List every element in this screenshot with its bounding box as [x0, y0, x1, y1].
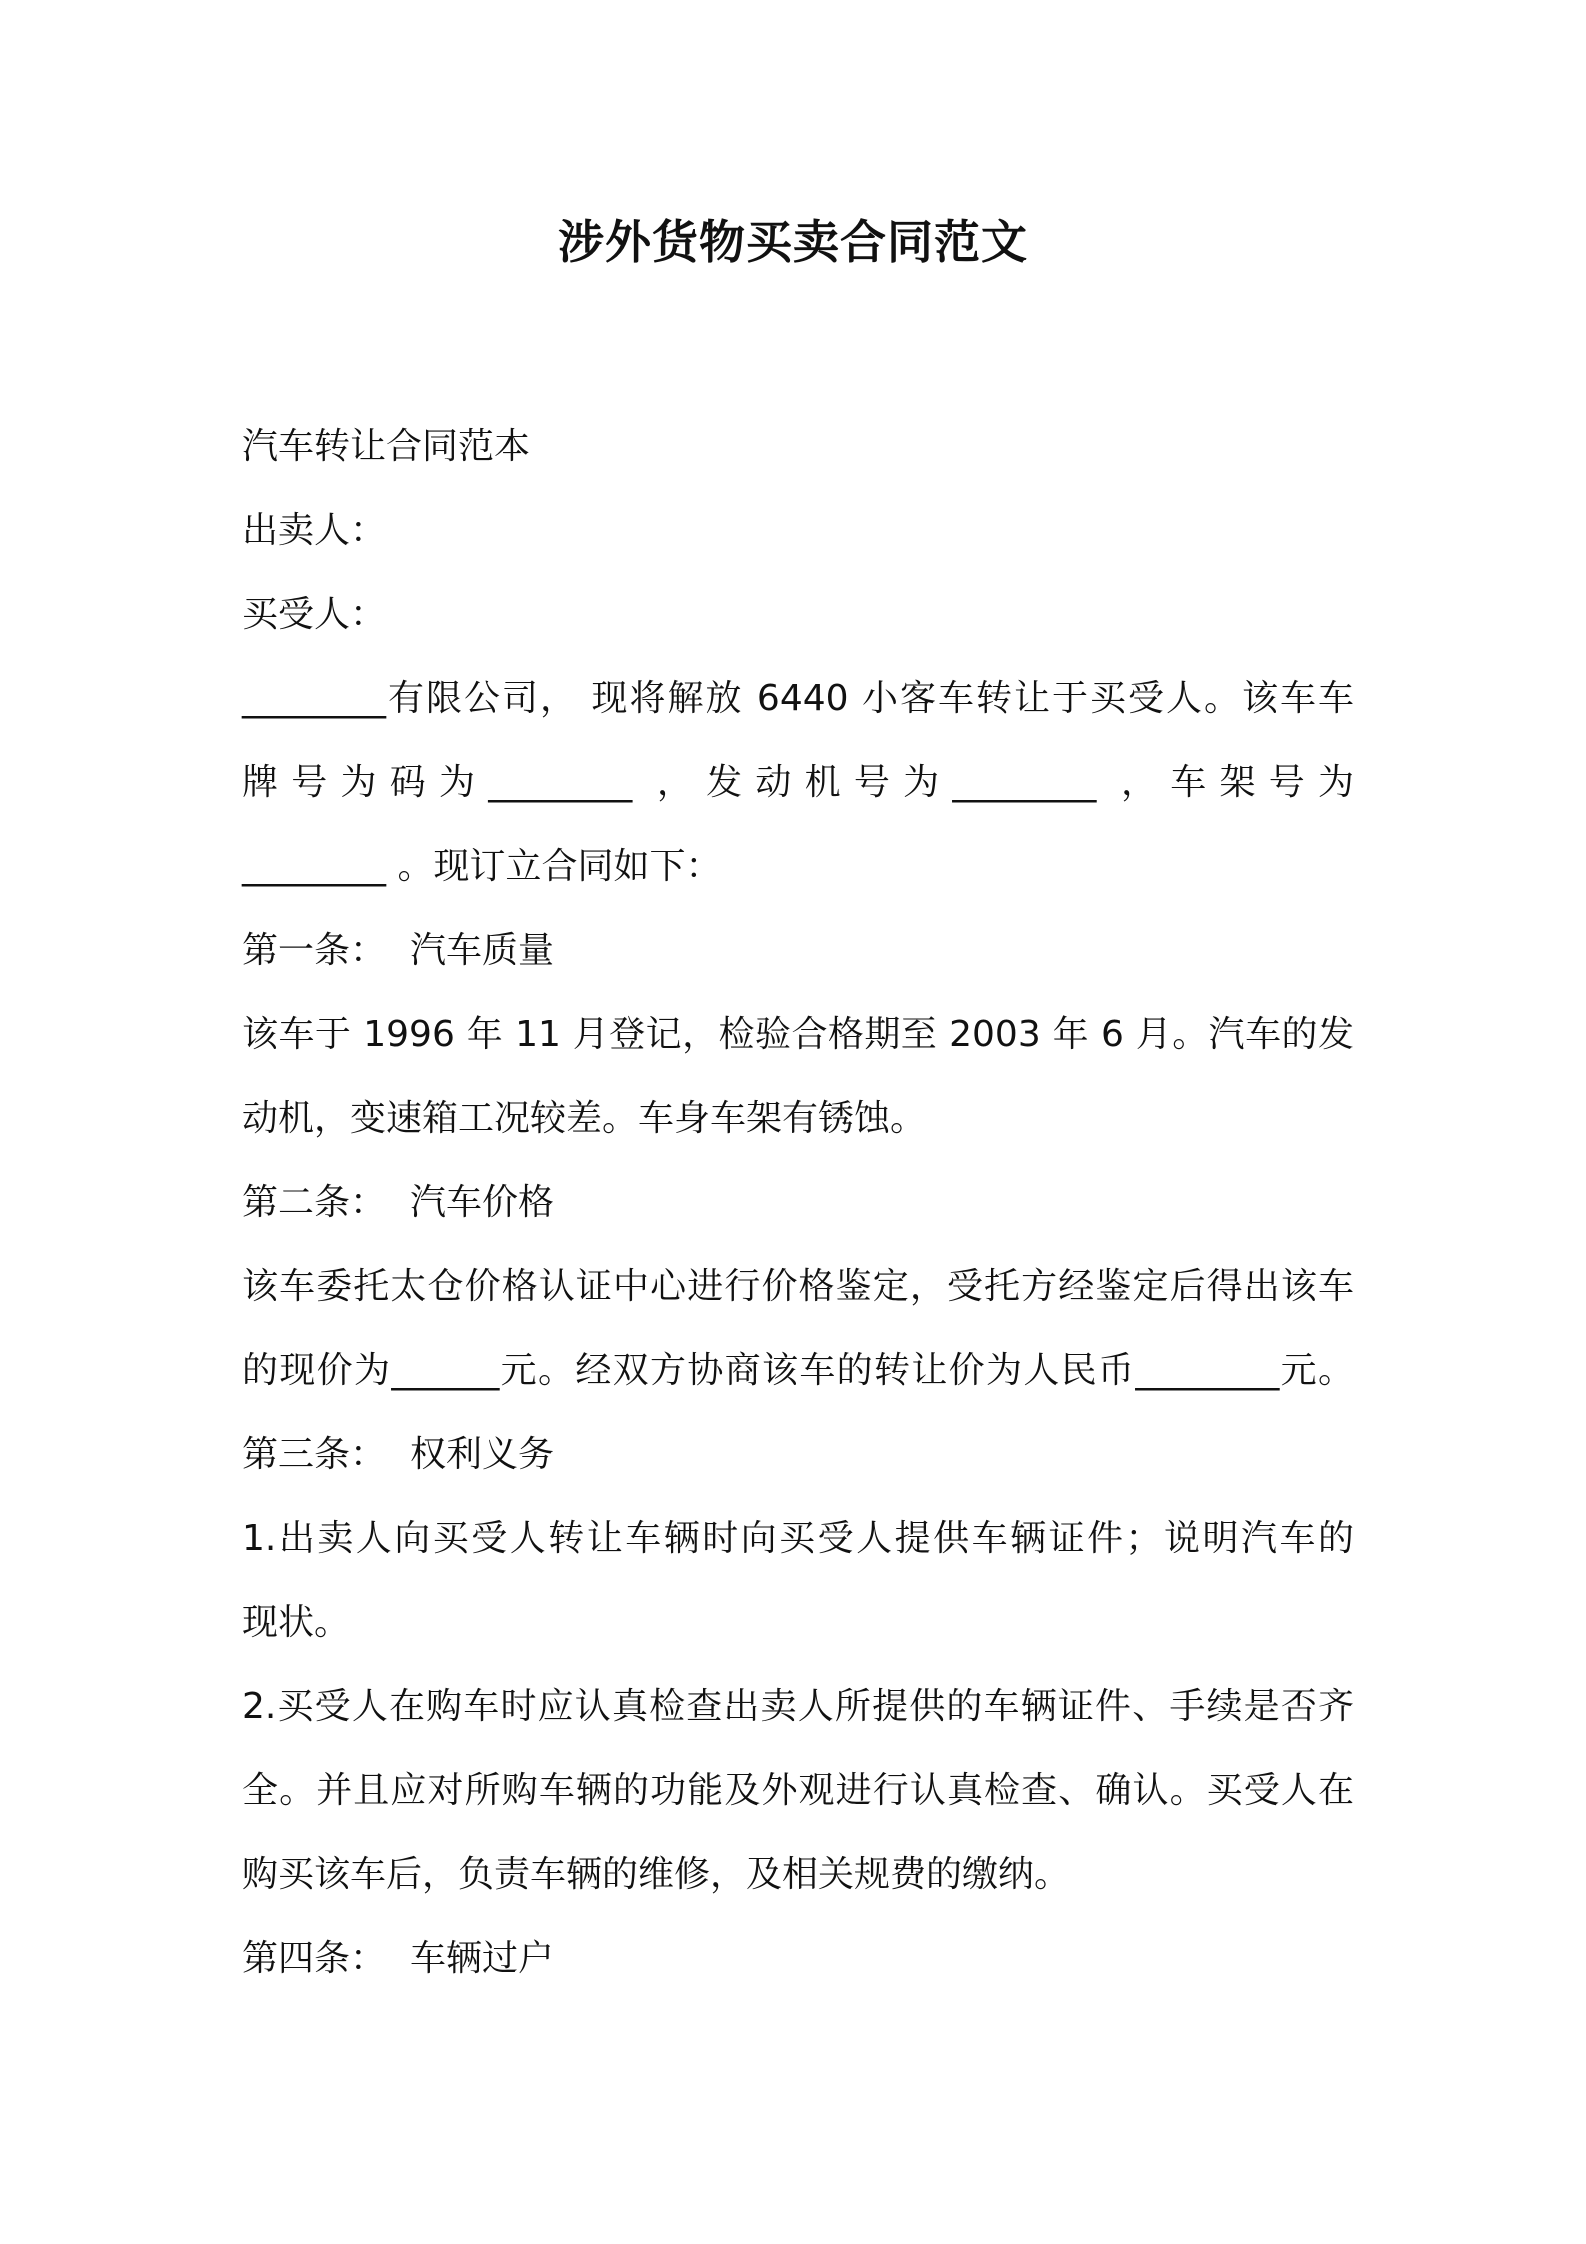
article-title: 权利义务 — [410, 1434, 555, 1475]
document-body — [242, 405, 1354, 2001]
paragraph-line: 该车于 1996 年 11 月登记，检验合格期至 2003 年 6 月。汽车的发 — [242, 1014, 1354, 1055]
contract-subtitle: 汽车转让合同范本 — [242, 426, 531, 467]
paragraph-line: 购买该车后，负责车辆的维修，及相关规费的缴纳。 — [242, 1854, 1071, 1895]
paragraph-line: 牌号为码为________ ，发动机号为________ ，车架号为 — [242, 762, 1354, 803]
document-title: 涉外货物买卖合同范文 — [558, 215, 1028, 269]
paragraph-line: 2.买受人在购车时应认真检查出卖人所提供的车辆证件、手续是否齐 — [242, 1686, 1354, 1727]
article-title: 汽车质量 — [410, 930, 555, 971]
article-heading — [242, 1917, 1354, 2001]
paragraph-line: 1.出卖人向买受人转让车辆时向买受人提供车辆证件；说明汽车的 — [242, 1518, 1354, 1559]
paragraph-line: ________ 。现订立合同如下： — [242, 846, 722, 887]
paragraph-line: 的现价为______元。经双方协商该车的转让价为人民币________元。 — [242, 1350, 1354, 1391]
article-heading — [242, 1161, 1354, 1245]
paragraph-line: 该车委托太仓价格认证中心进行价格鉴定，受托方经鉴定后得出该车 — [242, 1266, 1354, 1307]
paragraph-line: 动机，变速箱工况较差。车身车架有锈蚀。 — [242, 1098, 927, 1139]
article-heading — [242, 1413, 1354, 1497]
paragraph-line: 现状。 — [242, 1602, 351, 1643]
paragraph-line: ________有限公司， 现将解放 6440 小客车转让于买受人。该车车 — [242, 678, 1354, 719]
seller-line: 出卖人： — [242, 510, 387, 551]
paragraph-line: 全。并且应对所购车辆的功能及外观进行认真检查、确认。买受人在 — [242, 1770, 1354, 1811]
article-title: 汽车价格 — [410, 1182, 555, 1223]
article-label: 第二条： — [242, 1182, 387, 1223]
buyer-line: 买受人： — [242, 594, 387, 635]
article-label: 第四条： — [242, 1938, 387, 1979]
article-label: 第三条： — [242, 1434, 387, 1475]
article-label: 第一条： — [242, 930, 387, 971]
article-title: 车辆过户 — [410, 1938, 555, 1979]
article-heading — [242, 909, 1354, 993]
